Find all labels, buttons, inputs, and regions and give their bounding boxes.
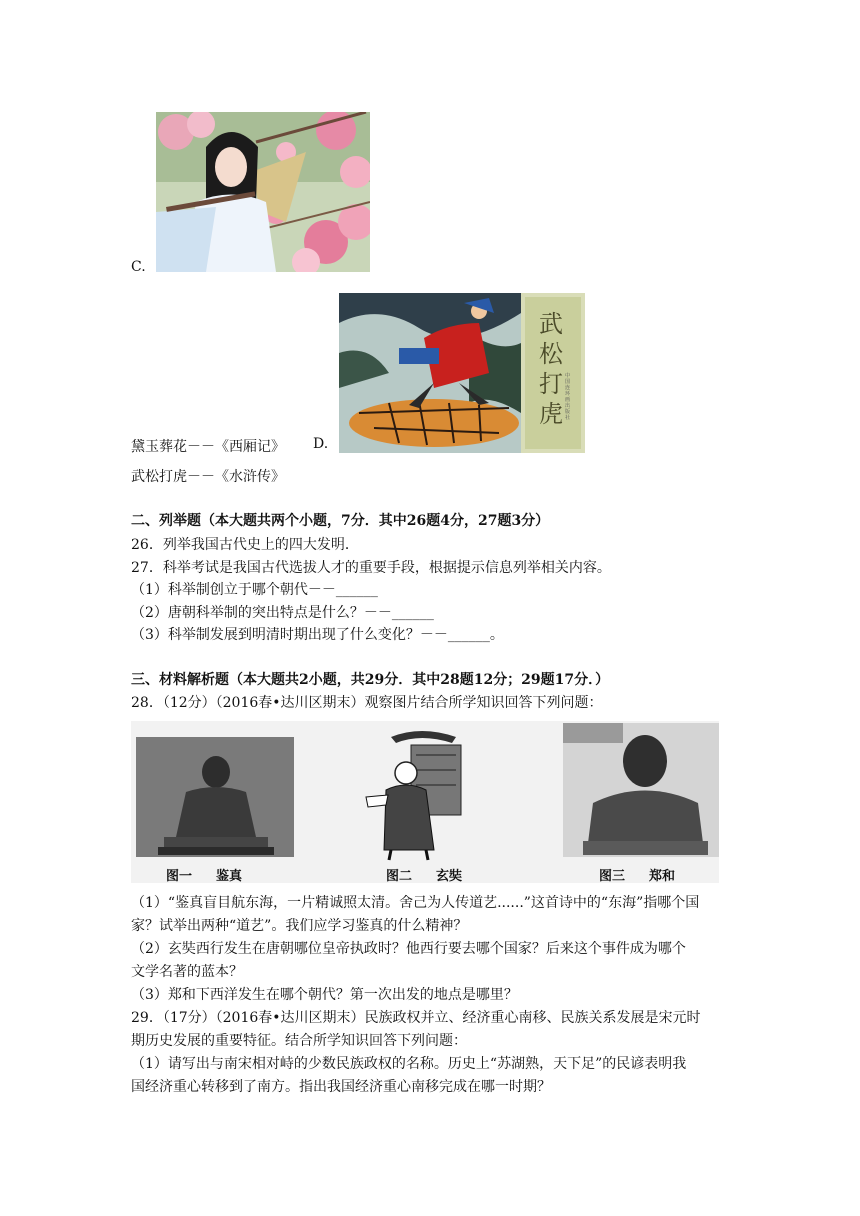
figure-zhenghe-image	[563, 723, 719, 857]
question-27-2: （2）唐朝科举制的突出特点是什么？－－______	[131, 605, 434, 621]
question-28: 28．（12分）（2016春•达川区期末）观察图片结合所学知识回答下列问题：	[131, 695, 603, 711]
figure-2-label: 图二	[386, 869, 413, 883]
question-28-3: （3）郑和下西洋发生在哪个朝代？第一次出发的地点是哪里？	[131, 987, 518, 1003]
daiyu-burying-flowers-image	[156, 112, 370, 272]
question-29-1-line2: 国经济重心转移到了南方。指出我国经济重心南移完成在哪一时期？	[131, 1079, 551, 1095]
figure-1-name: 鉴真	[216, 869, 243, 883]
figure-2-name: 玄奘	[436, 869, 463, 883]
question-27: 27．科举考试是我国古代选拔人才的重要手段，根据提示信息列举相关内容。	[131, 560, 611, 576]
figures-strip	[131, 721, 719, 883]
question-28-1-line2: 家？试举出两种“道艺”。我们应学习鉴真的什么精神？	[131, 918, 468, 934]
option-c-text: 黛玉葬花－－《西厢记》	[131, 439, 285, 455]
figure-1-label: 图一	[166, 869, 193, 883]
option-c-letter: C.	[131, 259, 146, 275]
book-cover-publisher: 中国连环画出版社	[565, 373, 571, 421]
question-26: 26．列举我国古代史上的四大发明．	[131, 537, 359, 553]
figure-jianzhen-image	[136, 737, 294, 857]
figure-xuanzang-image	[356, 725, 476, 865]
option-d-text: 武松打虎－－《水浒传》	[131, 469, 285, 485]
figure-3-name: 郑和	[649, 869, 676, 883]
question-29-line1: 29．（17分）（2016春•达川区期末）民族政权并立、经济重心南移、民族关系发展是宋元时	[131, 1010, 701, 1026]
question-27-1: （1）科举制创立于哪个朝代－－______	[131, 582, 378, 598]
option-d-letter: D.	[313, 436, 329, 452]
book-cover-title: 武松打虎	[539, 310, 563, 428]
question-27-3: （3）科举制发展到明清时期出现了什么变化？－－______。	[131, 627, 504, 643]
section3-heading: 三、材料解析题（本大题共2小题，共29分．其中28题12分；29题17分．）	[131, 672, 610, 688]
question-29-line2: 期历史发展的重要特征。结合所学知识回答下列问题：	[131, 1033, 467, 1049]
question-28-2-line2: 文学名著的蓝本？	[131, 964, 243, 980]
question-28-1-line1: （1）“鉴真盲目航东海，一片精诚照太清。舍己为人传道艺......”这首诗中的“东海”指哪个国	[131, 895, 700, 911]
question-28-2-line1: （2）玄奘西行发生在唐朝哪位皇帝执政时？他西行要去哪个国家？后来这个事件成为哪个	[131, 941, 686, 957]
section2-heading: 二、列举题（本大题共两个小题，7分．其中26题4分，27题3分）	[131, 513, 550, 529]
figure-3-label: 图三	[599, 869, 626, 883]
question-29-1-line1: （1）请写出与南宋相对峙的少数民族政权的名称。历史上“苏湖熟，天下足”的民谚表明我	[131, 1056, 687, 1072]
wusong-tiger-image	[339, 293, 585, 453]
